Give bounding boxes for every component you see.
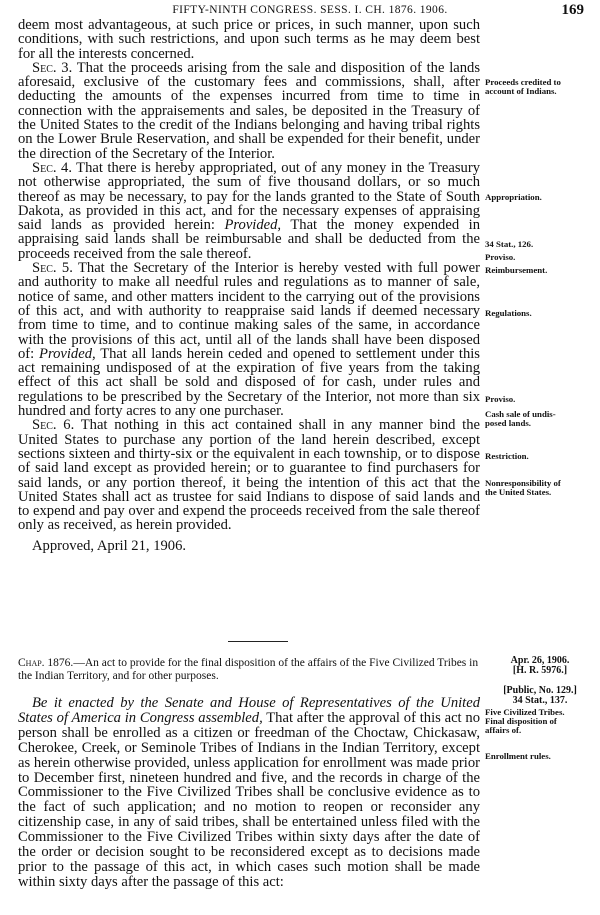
- section-4-text-a: That there is hereby appropriated, out of any money in the Treasury not otherwise appropriated, the sum of five thousand dollars, or so much thereof as may be necessary, to pay for the lands granted to the State of South Dakota, as provided in this act, and for the necessary expenses of appraising said lands as provided herein:: [18, 159, 480, 234]
- section-4-text-b: That the money expended in appraising said lands shall be reimbursable and shall be deducted from the proceeds received from the sale thereof.: [18, 217, 480, 262]
- approved-line: Approved, April 21, 1906.: [32, 537, 187, 554]
- section-5: [18, 261, 480, 418]
- section-4-label: Sec. 4.: [32, 159, 72, 176]
- section-5-provided: Provided,: [39, 345, 96, 362]
- running-title: FIFTY-NINTH CONGRESS. SESS. I. CH. 1876. 1906.: [172, 4, 448, 16]
- section-3-text: That the proceeds arising from the sale and disposition of the lands aforesaid, exclusive of the customary fees and commissions, shall, after deducting the amounts of the expenses incurred from time to time in connection with the appraisements and sales, be deposited in the Treasury of the United States to the credit of the Indians belonging and having tribal rights on the Lower Brule Reservation, and shall be expended for their benefit, under the direction of the Secretary of the Interior.: [18, 59, 480, 162]
- margin-note-line: posed lands.: [485, 418, 531, 428]
- margin-note-reimbursement: Reimbursement.: [485, 265, 548, 275]
- stat-reference: 34 Stat., 137.: [512, 695, 568, 706]
- margin-note-proviso: Proviso.: [485, 252, 516, 262]
- enacting-paragraph: [18, 696, 480, 890]
- margin-note-stat-126: 34 Stat., 126.: [485, 239, 534, 249]
- section-6: [18, 418, 480, 532]
- margin-note-line: Proceeds credited to: [485, 77, 561, 87]
- margin-note-line: the United States.: [485, 487, 552, 497]
- section-6-label: Sec. 6.: [32, 417, 75, 434]
- main-text: [18, 18, 480, 553]
- section-divider: [228, 641, 288, 642]
- bill-number: [H. R. 5976.]: [512, 665, 568, 676]
- section-5-text-b: That all lands herein ceded and opened to settlement under this act remaining undisposed of at the expiration of five years from the taking effect of this act shall be sold and disposed of for cash, under rules and regulations to be prescribed by the Secretary of the Interior, not more than six hundred and forty acres to any one purchaser.: [18, 345, 480, 420]
- chapter-body: [18, 696, 480, 890]
- margin-note-proceeds: [485, 78, 593, 96]
- margin-note-line: Cash sale of undis-: [485, 409, 556, 419]
- page-number: 169: [561, 2, 584, 18]
- margin-note-cash-sale: [485, 410, 593, 428]
- section-4-provided: Provided,: [224, 217, 282, 234]
- margin-note-appropriation: Appropriation.: [485, 192, 542, 202]
- enacting-clause: Be it enacted by the Senate and House of Representatives of the United States of America in Congress assembled,: [18, 695, 480, 726]
- chapter-label: Chap. 1876.: [18, 657, 74, 669]
- margin-note-line: Nonresponsibility of: [485, 478, 561, 488]
- margin-note-nonresponsibility: [485, 479, 593, 497]
- paragraph-intro: deem most advantageous, at such price or prices, in such manner, upon such conditions, with such restrictions, and upon such terms as he may deem best for all the interests concerned.: [18, 17, 480, 62]
- margin-note-regulations: Regulations.: [485, 308, 532, 318]
- margin-note-line: account of Indians.: [485, 86, 557, 96]
- margin-note-line: Final disposition of: [485, 716, 557, 726]
- chapter-title: [18, 657, 480, 683]
- margin-note-restriction: Restriction.: [485, 451, 529, 461]
- margin-note-line: Five Civilized Tribes.: [485, 707, 565, 717]
- public-law-number: [Public, No. 129.]: [503, 685, 577, 696]
- section-4: [18, 161, 480, 261]
- enactment-date-block: [490, 656, 590, 706]
- enactment-date: Apr. 26, 1906.: [510, 655, 570, 666]
- chapter-title-text: —An act to provide for the final disposition of the affairs of the Five Civilized Tribes in the Indian Territory, and for other purposes.: [18, 657, 479, 682]
- margin-note-enrollment: Enrollment rules.: [485, 751, 551, 761]
- section-3-label: Sec. 3.: [32, 59, 73, 76]
- margin-note-five-tribes: [485, 708, 593, 735]
- margin-note-line: affairs of.: [485, 725, 522, 735]
- section-6-text: That nothing in this act contained shall in any manner bind the United States to purchase any portion of the land herein described, except sections sixteen and thirty-six or the equivalent in each township, or to dispose of said land except as provided herein; or to guarantee to find purchasers for said lands, or any portion thereof, it being the intention of this act that the United States shall act as trustee for said Indians to dispose of said lands and to expend and pay over and expend the proceeds received from the sale thereof only as received, as herein provided.: [18, 417, 480, 534]
- section-3: [18, 61, 480, 161]
- margin-note-proviso-2: Proviso.: [485, 394, 516, 404]
- enacting-text: That after the approval of this act no person shall be enrolled as a citizen or freedman of the Choctaw, Chickasaw, Cherokee, Creek, or Seminole Tribes of Indians in the Indian Territory, except as herein otherwise provided, unless application for enrollment was made prior to December first, nineteen hundred and five, and the records in charge of the Commissioner to the Five Civilized Tribes shall be conclusive evidence as to the fact of such application; and no motion to reopen or reconsider any citizenship case, in any of said tribes, shall be entertained unless filed with the Commissioner to the Five Civilized Tribes within sixty days after the date of the order or decision sought to be reconsidered except as to decisions made prior to the passage of this act, in which cases such motion shall be made within sixty days after the passage of this act:: [18, 709, 480, 890]
- section-5-label: Sec. 5.: [32, 260, 73, 277]
- section-5-text-a: That the Secretary of the Interior is hereby vested with full power and authority to make all needful rules and regulations as to manner of sale, notice of same, and other matters incident to the carrying out of the provisions of this act, and with authority to reappraise said lands if deemed necessary from time to time, and to continue making sales of the same, in accordance with the provisions of this act, until all of the lands shall have been disposed of:: [18, 260, 480, 362]
